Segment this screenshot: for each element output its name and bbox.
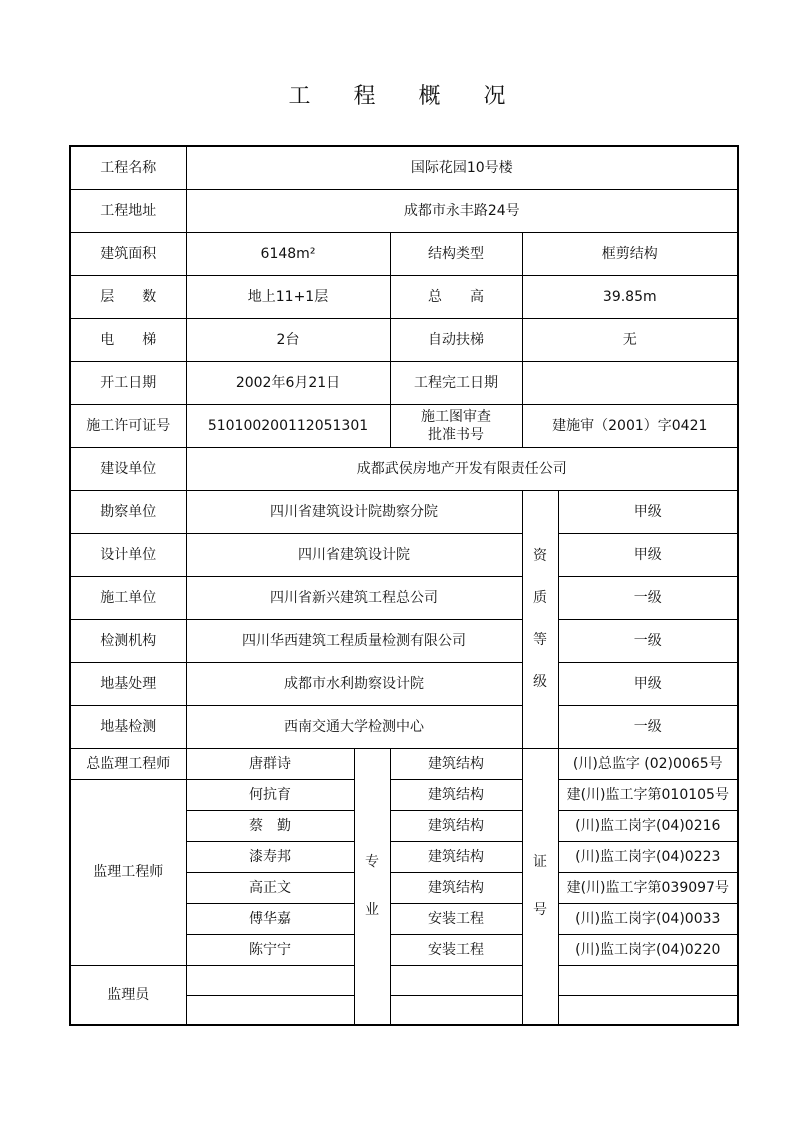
engineer-name: 漆寿邦 bbox=[186, 841, 354, 872]
escalator-label: 自动扶梯 bbox=[390, 318, 522, 361]
completion-date-value bbox=[522, 361, 738, 404]
drawing-approval-label bbox=[390, 404, 522, 447]
engineer-specialty: 建筑结构 bbox=[390, 872, 522, 903]
engineer-specialty: 安装工程 bbox=[390, 934, 522, 965]
unit-grade: 甲级 bbox=[558, 662, 738, 705]
start-date-value: 2002年6月21日 bbox=[186, 361, 390, 404]
drawing-approval-label-line1: 施工图审查 bbox=[421, 408, 491, 425]
floors-label: 层 数 bbox=[70, 275, 186, 318]
page-title: 工 程 概 况 bbox=[288, 84, 524, 109]
project-overview-table bbox=[69, 145, 739, 1026]
builder-label: 建设单位 bbox=[70, 447, 186, 490]
unit-grade: 一级 bbox=[558, 576, 738, 619]
engineer-certificate: (川)监工岗字(04)0216 bbox=[558, 810, 738, 841]
chief-engineer-label: 总监理工程师 bbox=[70, 748, 186, 779]
supervisor-certificate bbox=[558, 995, 738, 1025]
unit-label: 地基处理 bbox=[70, 662, 186, 705]
escalator-value: 无 bbox=[522, 318, 738, 361]
unit-value: 四川省建筑设计院 bbox=[186, 533, 522, 576]
project-address-value: 成都市永丰路24号 bbox=[186, 189, 738, 232]
unit-value: 四川省建筑设计院勘察分院 bbox=[186, 490, 522, 533]
engineer-name: 唐群诗 bbox=[186, 748, 354, 779]
engineer-specialty: 建筑结构 bbox=[390, 841, 522, 872]
specialty-label: 专 业 bbox=[354, 748, 390, 1025]
drawing-approval-value: 建施审（2001）字0421 bbox=[522, 404, 738, 447]
drawing-approval-label-line2: 批准书号 bbox=[428, 426, 484, 443]
unit-label: 施工单位 bbox=[70, 576, 186, 619]
certificate-label: 证 号 bbox=[522, 748, 558, 1025]
supervisor-certificate bbox=[558, 965, 738, 995]
engineer-certificate: 建(川)监工字第039097号 bbox=[558, 872, 738, 903]
engineer-name: 傅华嘉 bbox=[186, 903, 354, 934]
builder-value: 成都武侯房地产开发有限责任公司 bbox=[186, 447, 738, 490]
engineer-specialty: 建筑结构 bbox=[390, 779, 522, 810]
unit-grade: 甲级 bbox=[558, 490, 738, 533]
engineer-specialty: 安装工程 bbox=[390, 903, 522, 934]
engineer-certificate: (川)监工岗字(04)0220 bbox=[558, 934, 738, 965]
start-date-label: 开工日期 bbox=[70, 361, 186, 404]
qualification-grade-label: 资 质 等 级 bbox=[522, 490, 558, 748]
project-name-label: 工程名称 bbox=[70, 146, 186, 189]
permit-number-value: 510100200112051301 bbox=[186, 404, 390, 447]
supervisor-name bbox=[186, 995, 354, 1025]
engineer-name: 高正文 bbox=[186, 872, 354, 903]
engineer-specialty: 建筑结构 bbox=[390, 810, 522, 841]
unit-label: 检测机构 bbox=[70, 619, 186, 662]
supervisor-specialty bbox=[390, 965, 522, 995]
unit-grade: 甲级 bbox=[558, 533, 738, 576]
engineer-specialty: 建筑结构 bbox=[390, 748, 522, 779]
supervisor-name bbox=[186, 965, 354, 995]
unit-grade: 一级 bbox=[558, 619, 738, 662]
elevator-value: 2台 bbox=[186, 318, 390, 361]
unit-label: 勘察单位 bbox=[70, 490, 186, 533]
floors-value: 地上11+1层 bbox=[186, 275, 390, 318]
completion-date-label: 工程完工日期 bbox=[390, 361, 522, 404]
building-area-value: 6148m² bbox=[186, 232, 390, 275]
unit-label: 地基检测 bbox=[70, 705, 186, 748]
unit-value: 四川省新兴建筑工程总公司 bbox=[186, 576, 522, 619]
total-height-value: 39.85m bbox=[522, 275, 738, 318]
engineer-name: 陈宁宁 bbox=[186, 934, 354, 965]
structure-type-value: 框剪结构 bbox=[522, 232, 738, 275]
engineer-name: 何抗育 bbox=[186, 779, 354, 810]
unit-value: 成都市水利勘察设计院 bbox=[186, 662, 522, 705]
permit-number-label: 施工许可证号 bbox=[70, 404, 186, 447]
building-area-label: 建筑面积 bbox=[70, 232, 186, 275]
project-name-value: 国际花园10号楼 bbox=[186, 146, 738, 189]
project-address-label: 工程地址 bbox=[70, 189, 186, 232]
engineer-certificate: (川)监工岗字(04)0223 bbox=[558, 841, 738, 872]
engineer-label: 监理工程师 bbox=[70, 779, 186, 965]
unit-value: 四川华西建筑工程质量检测有限公司 bbox=[186, 619, 522, 662]
unit-grade: 一级 bbox=[558, 705, 738, 748]
unit-value: 西南交通大学检测中心 bbox=[186, 705, 522, 748]
total-height-label: 总 高 bbox=[390, 275, 522, 318]
structure-type-label: 结构类型 bbox=[390, 232, 522, 275]
supervisor-specialty bbox=[390, 995, 522, 1025]
supervisor-label: 监理员 bbox=[70, 965, 186, 1025]
elevator-label: 电 梯 bbox=[70, 318, 186, 361]
engineer-certificate: (川)监工岗字(04)0033 bbox=[558, 903, 738, 934]
unit-label: 设计单位 bbox=[70, 533, 186, 576]
engineer-certificate: (川)总监字 (02)0065号 bbox=[558, 748, 738, 779]
engineer-name: 蔡 勤 bbox=[186, 810, 354, 841]
engineer-certificate: 建(川)监工字第010105号 bbox=[558, 779, 738, 810]
